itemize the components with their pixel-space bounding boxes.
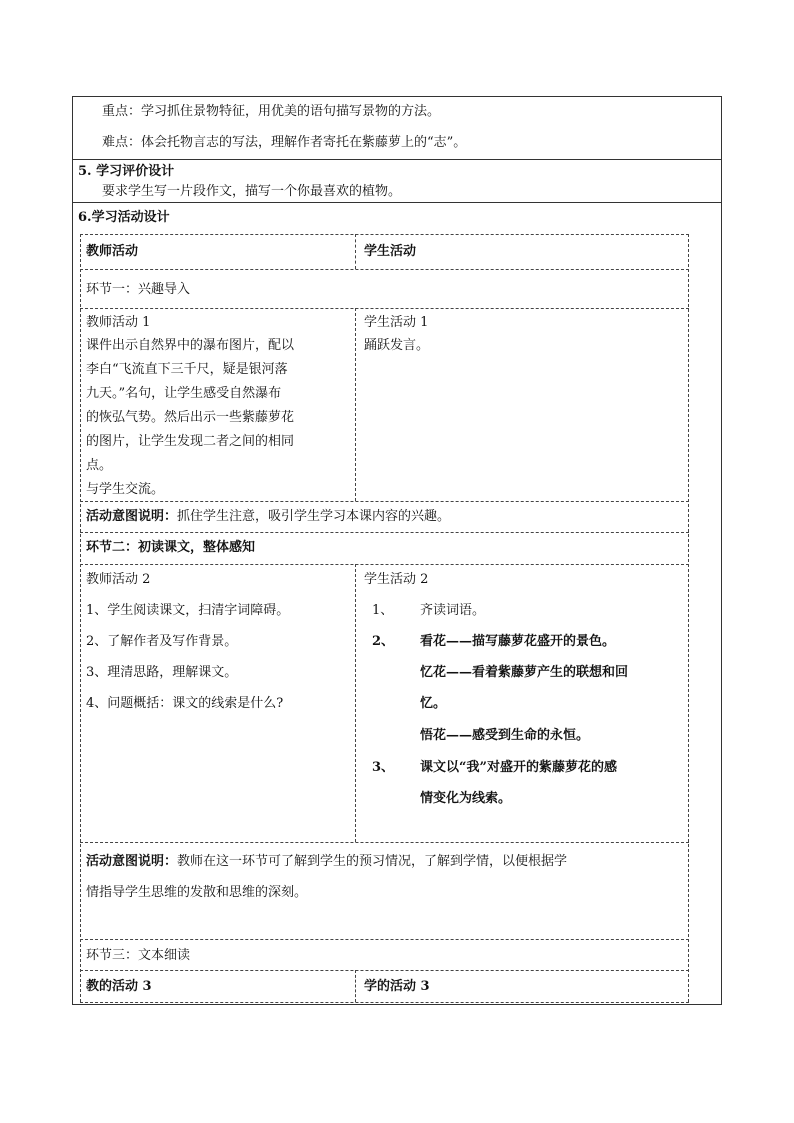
stage2-intent-line2: 情指导学生思维的发散和思维的深刻。: [86, 885, 308, 900]
row-divider: [72, 202, 722, 203]
dashed-divider: [80, 564, 689, 565]
dashed-divider: [80, 970, 689, 971]
intent-text: 教师在这一环节可了解到学生的预习情况，了解到学情，以便根据学: [177, 854, 568, 869]
stage1-intent: [86, 508, 450, 526]
section5-body: 要求学生写一片段作文，描写一个你最喜欢的植物。: [102, 184, 402, 199]
stage3-student-title: 学的活动 3: [364, 979, 430, 994]
stage1-student-title: 学生活动 1: [364, 315, 429, 330]
stage3-title: 环节三：文本细读: [86, 948, 191, 963]
stage2-intent: [86, 853, 567, 871]
stage1-teacher-line: 与学生交流。: [86, 482, 165, 497]
header-teacher: 教师活动: [86, 244, 139, 259]
stage2-teacher-title: 教师活动 2: [86, 572, 151, 587]
dashed-divider: [80, 532, 689, 533]
stage1-teacher-title: 教师活动 1: [86, 315, 151, 330]
dashed-divider: [80, 234, 689, 235]
stage1-teacher-line: 的图片，让学生发现二者之间的相同: [86, 434, 295, 449]
dashed-divider: [80, 501, 689, 502]
column-divider: [355, 234, 356, 269]
column-divider: [355, 308, 356, 501]
stage2-student-item: 悟花——感受到生命的永恒。: [420, 728, 590, 743]
difficulty-text: 难点：体会托物言志的写法，理解作者寄托在紫藤萝上的“志”。: [102, 135, 467, 150]
stage1-teacher-line: 九天。”名句，让学生感受自然瀑布: [86, 386, 282, 401]
dashed-divider: [80, 842, 689, 843]
stage2-student-num: 2、: [372, 634, 395, 649]
stage3-teacher-title: 教的活动 3: [86, 979, 152, 994]
stage2-student-item: 看花——描写藤萝花盛开的景色。: [420, 634, 616, 649]
dashed-divider: [80, 1002, 689, 1003]
key-point-text: 重点：学习抓住景物特征，用优美的语句描写景物的方法。: [102, 104, 441, 119]
intent-label: 活动意图说明：: [86, 854, 178, 869]
stage2-teacher-item: 4、问题概括：课文的线索是什么?: [86, 696, 284, 711]
stage2-teacher-item: 1、学生阅读课文，扫清字词障碍。: [86, 603, 290, 618]
stage2-student-item: 课文以“我”对盛开的紫藤萝花的感: [420, 760, 617, 775]
column-divider: [355, 564, 356, 842]
stage2-student-item: 情变化为线索。: [420, 791, 512, 806]
stage1-teacher-line: 课件出示自然界中的瀑布图片，配以: [86, 338, 295, 353]
column-divider: [355, 970, 356, 1002]
stage1-title: 环节一：兴趣导入: [86, 282, 191, 297]
stage2-student-num: 3、: [372, 760, 395, 775]
stage2-student-title: 学生活动 2: [364, 572, 429, 587]
dashed-divider: [80, 939, 689, 940]
stage2-student-item: 忆花——看着紫藤萝产生的联想和回: [420, 665, 629, 680]
stage1-student-body: 踊跃发言。: [364, 338, 430, 353]
section6-title: 6.学习活动设计: [78, 210, 170, 225]
dashed-divider: [80, 269, 689, 270]
intent-label: 活动意图说明：: [86, 509, 178, 524]
stage1-teacher-line: 的恢弘气势。然后出示一些紫藤萝花: [86, 410, 295, 425]
header-student: 学生活动: [364, 244, 417, 259]
stage2-title: 环节二：初读课文，整体感知: [86, 540, 256, 555]
stage2-teacher-item: 2、了解作者及写作背景。: [86, 634, 238, 649]
stage2-student-item: 忆。: [420, 696, 447, 711]
stage2-student-num: 1、: [372, 603, 394, 618]
stage2-student-item: 齐读词语。: [420, 603, 486, 618]
stage1-teacher-line: 点。: [86, 458, 113, 473]
stage2-teacher-item: 3、理清思路，理解课文。: [86, 665, 238, 680]
dashed-divider: [80, 308, 689, 309]
section5-title: 5. 学习评价设计: [78, 164, 175, 179]
stage1-teacher-line: 李白“飞流直下三千尺，疑是银河落: [86, 362, 288, 377]
intent-text: 抓住学生注意，吸引学生学习本课内容的兴趣。: [177, 509, 451, 524]
row-divider: [72, 159, 722, 160]
